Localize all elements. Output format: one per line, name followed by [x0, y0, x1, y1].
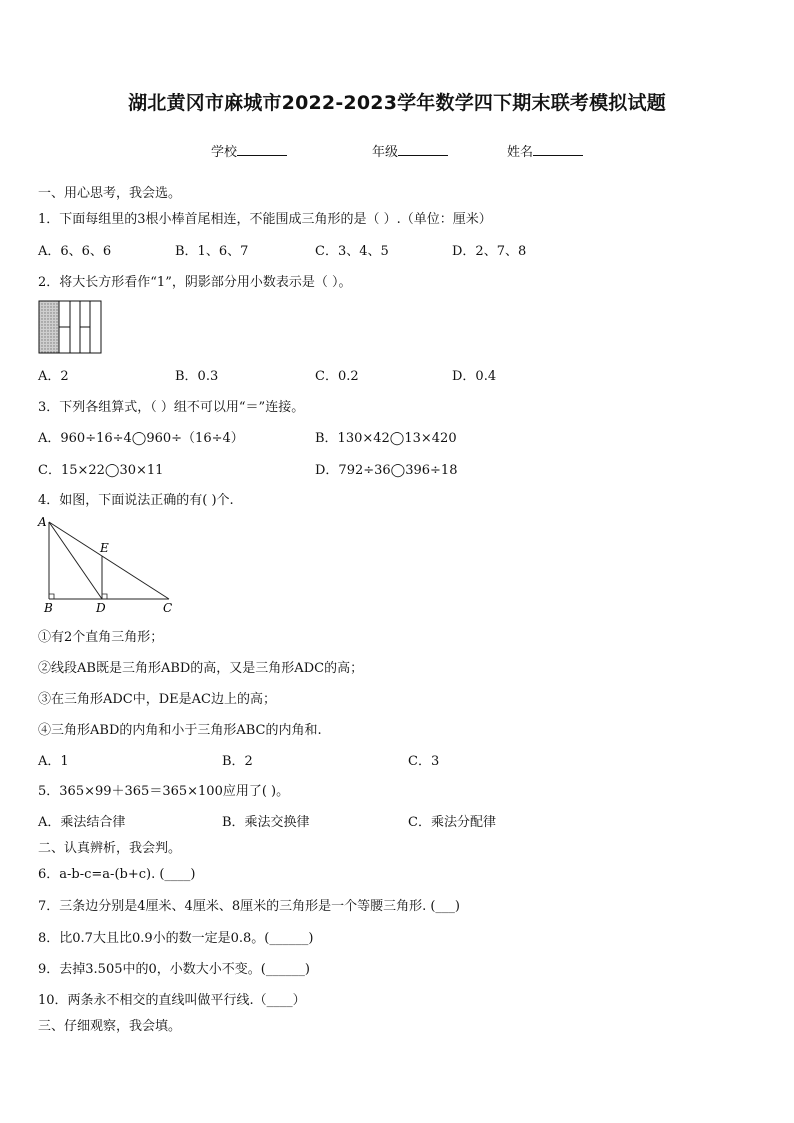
- q4-statement-2: ②线段AB既是三角形ABD的高，又是三角形ADC的高；: [38, 661, 364, 676]
- segment-ac: [49, 522, 169, 599]
- q5-option-a: A．乘法结合律: [38, 815, 126, 830]
- q3-option-b: B．130×42◯13×420: [315, 431, 457, 446]
- q4-option-b: B．2: [222, 754, 253, 769]
- label-c: C: [163, 601, 173, 615]
- name-blank: [533, 142, 583, 156]
- q1-option-d: D．2、7、8: [452, 244, 527, 259]
- question-2: 2．将大长方形看作“1”，阴影部分用小数表示是（ ）。: [38, 275, 352, 290]
- q4-option-c: C．3: [408, 754, 440, 769]
- label-e: E: [100, 541, 109, 555]
- school-field: [211, 141, 287, 160]
- q2-option-d: D．0.4: [452, 369, 497, 384]
- q5-option-b: B．乘法交换律: [222, 815, 310, 830]
- q4-option-a: A．1: [38, 754, 69, 769]
- question-10: 10．两条永不相交的直线叫做平行线.（____）: [38, 993, 306, 1008]
- school-blank: [237, 142, 287, 156]
- exam-title: 湖北黄冈市麻城市2022-2023学年数学四下期末联考模拟试题: [128, 92, 666, 114]
- name-label: 姓名: [507, 145, 534, 160]
- rectangle-figure: [38, 300, 102, 354]
- question-5: 5．365×99＋365＝365×100应用了( )。: [38, 784, 290, 799]
- triangle-figure: [36, 512, 186, 616]
- q3-option-d: D．792÷36◯396÷18: [315, 463, 458, 478]
- label-a: A: [38, 515, 47, 529]
- grade-label: 年级: [372, 145, 399, 160]
- q1-option-a: A．6、6、6: [38, 244, 112, 259]
- question-7: 7．三条边分别是4厘米、4厘米、8厘米的三角形是一个等腰三角形. (___): [38, 899, 460, 914]
- shaded-part: [39, 301, 59, 353]
- grade-blank: [398, 142, 448, 156]
- q1-option-b: B．1、6、7: [175, 244, 249, 259]
- question-3: 3．下列各组算式，（ ）组不可以用“＝”连接。: [38, 400, 305, 415]
- right-angle-d: [102, 594, 107, 599]
- q3-option-a: A．960÷16÷4◯960÷（16÷4）: [38, 431, 244, 446]
- question-9: 9．去掉3.505中的0，小数大小不变。(______): [38, 962, 310, 977]
- section-3-heading: 三、仔细观察，我会填。: [38, 1019, 182, 1034]
- q2-option-c: C．0.2: [315, 369, 359, 384]
- question-8: 8．比0.7大且比0.9小的数一定是0.8。(______): [38, 931, 314, 946]
- q2-option-a: A．2: [38, 369, 69, 384]
- name-field: [507, 141, 583, 160]
- q5-option-c: C．乘法分配律: [408, 815, 496, 830]
- segment-ad: [49, 522, 102, 599]
- question-1: 1．下面每组里的3根小棒首尾相连，不能围成三角形的是（ ）.（单位：厘米）: [38, 212, 492, 227]
- label-b: B: [44, 601, 53, 615]
- q4-statement-1: ①有2个直角三角形；: [38, 630, 164, 645]
- section-1-heading: 一、用心思考，我会选。: [38, 186, 182, 201]
- grade-field: [372, 141, 448, 160]
- question-6: 6．a-b-c=a-(b+c). (____): [38, 867, 196, 882]
- q4-statement-4: ④三角形ABD的内角和小于三角形ABC的内角和.: [38, 723, 322, 738]
- q1-option-c: C．3、4、5: [315, 244, 389, 259]
- q2-option-b: B．0.3: [175, 369, 219, 384]
- label-d: D: [96, 601, 106, 615]
- q4-statement-3: ③在三角形ADC中，DE是AC边上的高；: [38, 692, 277, 707]
- question-4: 4．如图，下面说法正确的有( )个.: [38, 493, 234, 508]
- right-angle-b: [49, 594, 54, 599]
- q3-option-c: C．15×22◯30×11: [38, 463, 164, 478]
- school-label: 学校: [211, 145, 238, 160]
- section-2-heading: 二、认真辨析，我会判。: [38, 841, 182, 856]
